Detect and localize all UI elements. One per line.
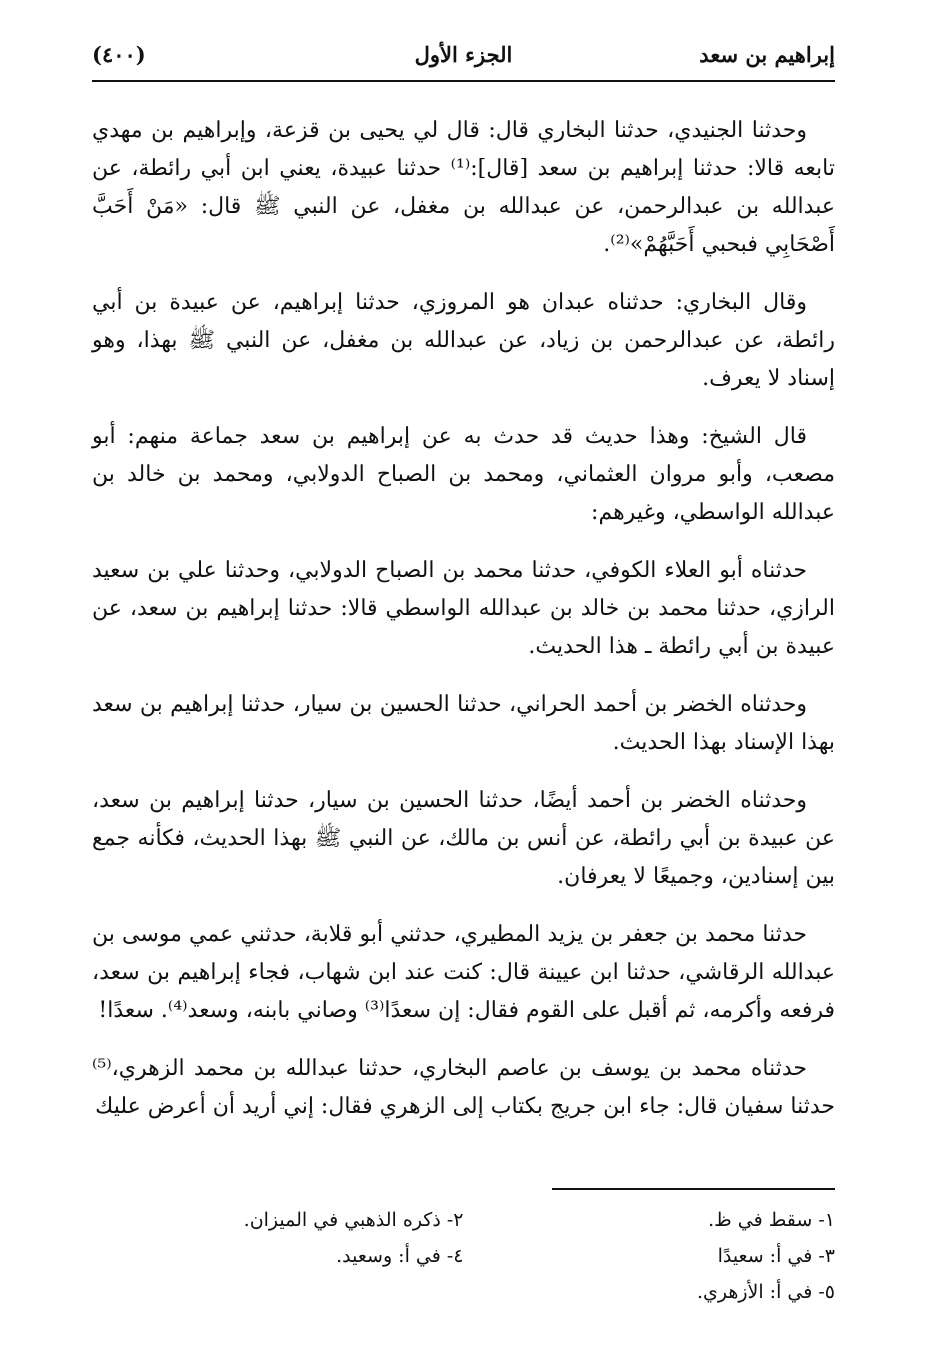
footnote-rule (552, 1188, 835, 1190)
paragraph: وحدثنا الجنيدي، حدثنا البخاري قال: قال لي يحيى بن قزعة، وإبراهيم بن مهدي تابعه قالا: حدثنا إبراهيم بن سعد [قال]:⁽¹⁾ حدثنا عبيدة، يعني ابن أبي رائطة، عن عبدالله بن عبدالرحمن، عن عبدالله بن مغفل، عن النبي ﷺ قال: «مَنْ أَحَبَّ أَصْحَابِي فبحبي أَحَبَّهُمْ»⁽²⁾. (92, 118, 835, 257)
paragraph: حدثناه أبو العلاء الكوفي، حدثنا محمد بن الصباح الدولابي، وحدثنا علي بن سعيد الرازي، حدثنا محمد بن خالد بن عبدالله الواسطي قالا: حدثنا إبراهيم بن سعد، عن عبيدة بن أبي رائطة ـ هذا الحديث. (92, 558, 835, 659)
paragraph: قال الشيخ: وهذا حديث قد حدث به عن إبراهيم بن سعد جماعة منهم: أبو مصعب، وأبو مروان العثماني، ومحمد بن الصباح الدولابي، ومحمد بن خالد بن عبدالله الواسطي، وغيرهم: (92, 424, 835, 525)
paragraph: حدثناه محمد بن يوسف بن عاصم البخاري، حدثنا عبدالله بن محمد الزهري،⁽⁵⁾ حدثنا سفيان قال: جاء ابن جريج بكتاب إلى الزهري فقال: إني أريد أن أعرض عليك (92, 1056, 835, 1119)
footnote: ٤- في أ: وسعيد. (336, 1245, 464, 1267)
main-text (92, 112, 835, 1146)
part-title: الجزء الأول (414, 42, 513, 67)
running-header (92, 38, 835, 78)
header-rule (92, 80, 835, 82)
footnote-row (92, 1274, 835, 1310)
chapter-name: إبراهيم بن سعد (699, 42, 835, 67)
footnotes (92, 1202, 835, 1310)
footnote: ٣- في أ: سعيدًا (717, 1245, 835, 1267)
paragraph: وحدثناه الخضر بن أحمد الحراني، حدثنا الحسين بن سيار، حدثنا إبراهيم بن سعد بهذا الإسناد بهذا الحديث. (92, 692, 835, 755)
footnote-row (92, 1238, 835, 1274)
paragraph: حدثنا محمد بن جعفر بن يزيد المطيري، حدثني أبو قلابة، حدثني عمي موسى بن عبدالله الرقاشي، حدثنا ابن عيينة قال: كنت عند ابن شهاب، فجاء إبراهيم بن سعد، فرفعه وأكرمه، ثم أقبل على القوم فقال: إن سعدًا⁽³⁾ وصاني بابنه، وسعد⁽⁴⁾. سعدًا! (92, 922, 835, 1023)
footnote: ٥- في أ: الأزهري. (696, 1281, 835, 1303)
paragraph: وقال البخاري: حدثناه عبدان هو المروزي، حدثنا إبراهيم، عن عبيدة بن أبي رائطة، عن عبدالرحمن بن زياد، عن عبدالله بن مغفل، عن النبي ﷺ بهذا، وهو إسناد لا يعرف. (92, 290, 835, 391)
footnote: ١- سقط في ظ. (708, 1209, 835, 1231)
footnote-row (92, 1202, 835, 1238)
paragraph: وحدثناه الخضر بن أحمد أيضًا، حدثنا الحسين بن سيار، حدثنا إبراهيم بن سعد، عن عبيدة بن أبي رائطة، عن أنس بن مالك، عن النبي ﷺ بهذا الحديث، فكأنه جمع بين إسنادين، وجميعًا لا يعرفان. (92, 788, 835, 889)
footnote: ٢- ذكره الذهبي في الميزان. (243, 1209, 464, 1231)
page-number: (٤٠٠) (92, 42, 146, 67)
